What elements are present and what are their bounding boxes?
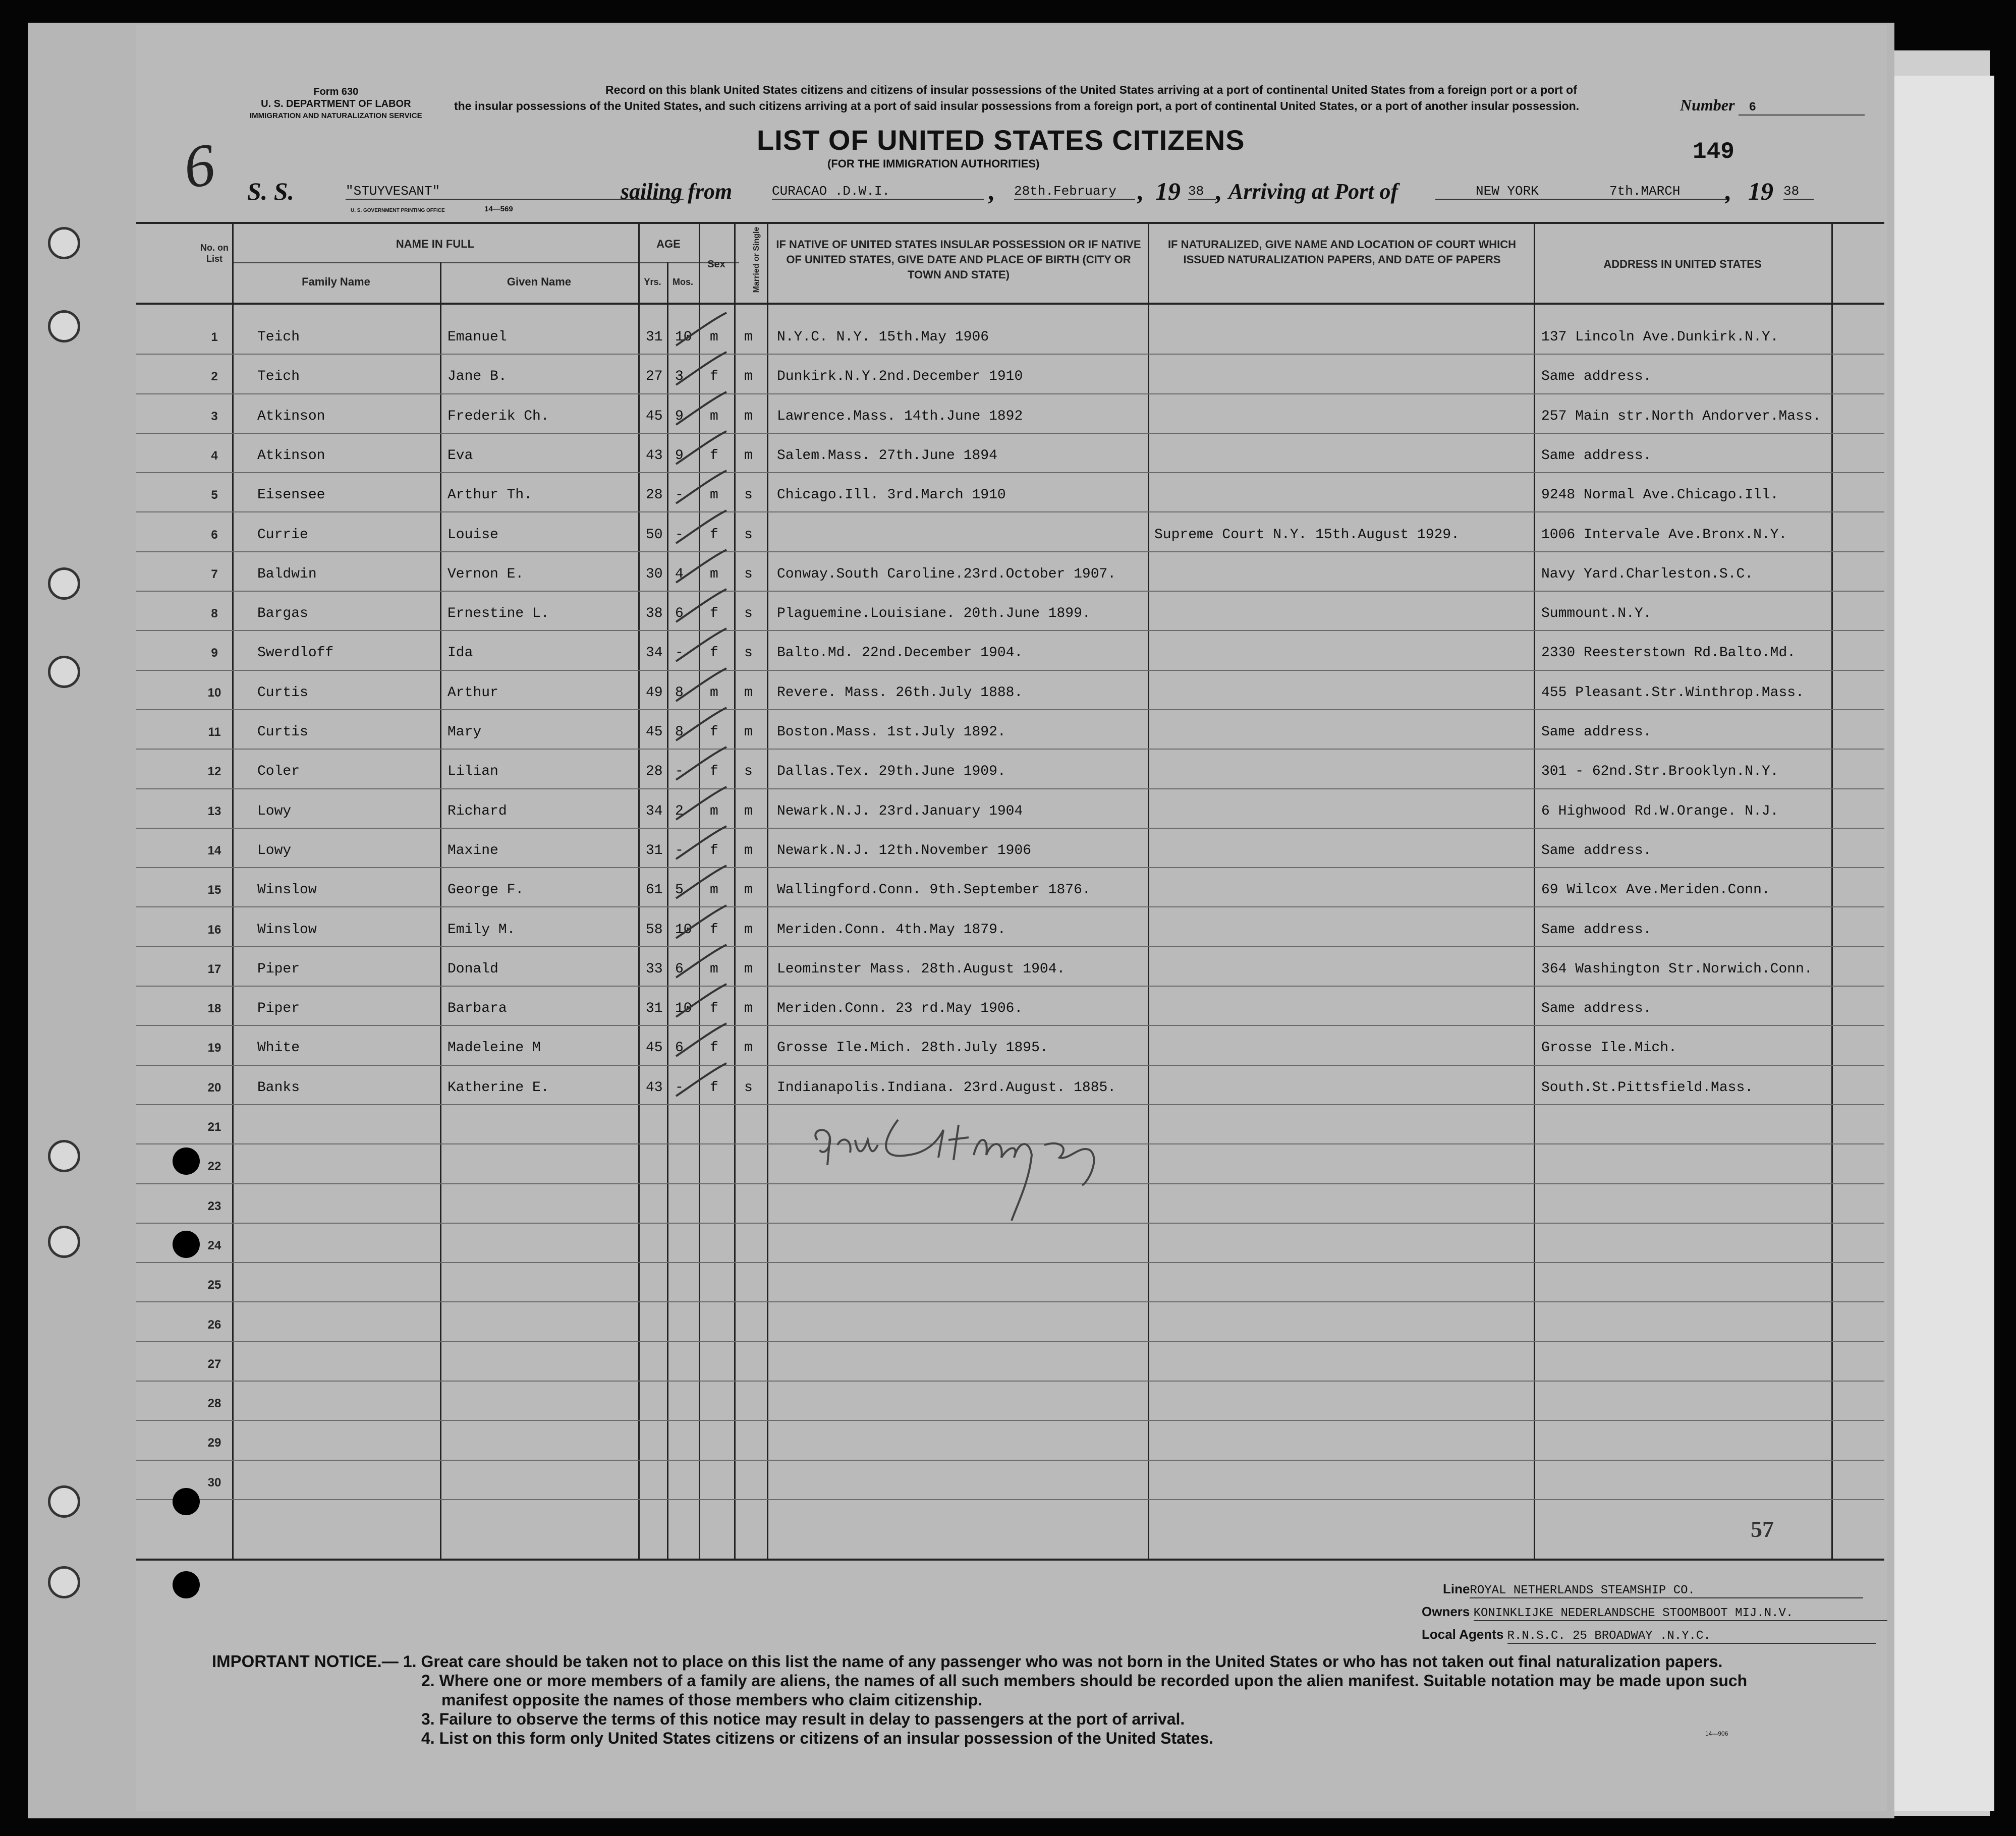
given-name: Arthur Th. <box>447 487 533 503</box>
age-years: 61 <box>646 882 663 898</box>
sex: m <box>710 961 718 977</box>
row-number: 24 <box>207 1238 221 1252</box>
table-row <box>136 750 1811 789</box>
sex: m <box>710 487 718 503</box>
col-family-name: Family Name <box>302 275 370 288</box>
table-row <box>136 829 1811 868</box>
row-number: 22 <box>207 1160 221 1174</box>
us-address: Summount.N.Y. <box>1541 606 1652 622</box>
page-subtitle: (FOR THE IMMIGRATION AUTHORITIES) <box>827 157 1040 170</box>
us-address: 9248 Normal Ave.Chicago.Ill. <box>1541 487 1779 503</box>
age-months: - <box>675 1079 684 1096</box>
table-row <box>136 473 1811 512</box>
us-address: 257 Main str.North Andorver.Mass. <box>1541 408 1821 424</box>
row-number: 20 <box>207 1080 221 1095</box>
family-name: Currie <box>257 527 308 543</box>
given-name: Barbara <box>447 1001 507 1017</box>
notice-heading: IMPORTANT NOTICE.— <box>212 1652 399 1671</box>
given-name: Arthur <box>447 684 498 701</box>
marital-status: m <box>744 1040 753 1056</box>
us-address: 137 Lincoln Ave.Dunkirk.N.Y. <box>1541 329 1779 345</box>
given-name: Ida <box>447 645 473 661</box>
age-months: 8 <box>675 724 684 740</box>
given-name: Mary <box>447 724 482 740</box>
marital-status: s <box>744 645 753 661</box>
voyage-line: S. S. "STUYVESANT" sailing from CURACAO .D.W.I. , 28th.February , 19 38 , Arriving at Port of NEW YORK 7th.MARCH , 19 38 U. S. GOVERNMENT PRINTING OFFICE 14—569 <box>247 177 1877 217</box>
age-years: 45 <box>646 408 663 424</box>
family-name: Banks <box>257 1079 300 1096</box>
birth-info: Conway.South Caroline.23rd.October 1907. <box>777 566 1116 582</box>
page-number: 57 <box>1751 1516 1774 1542</box>
notice-item-3: 3. Failure to observe the terms of this notice may result in delay to passengers at the port of arrival. <box>421 1710 1185 1728</box>
sex: m <box>710 566 718 582</box>
age-months: 6 <box>675 961 684 977</box>
punched-hole <box>173 1148 200 1175</box>
family-name: Curtis <box>257 684 308 701</box>
family-name: Curtis <box>257 724 308 740</box>
family-name: Piper <box>257 1001 300 1017</box>
given-name: Ernestine L. <box>447 606 549 622</box>
binder-hole <box>48 1566 80 1598</box>
family-name: Piper <box>257 961 300 977</box>
us-address: Navy Yard.Charleston.S.C. <box>1541 566 1754 582</box>
age-months: 10 <box>675 1001 692 1017</box>
margin-mark: 6 <box>179 130 219 201</box>
row-number: 21 <box>207 1120 221 1134</box>
row-number: 2 <box>211 370 218 384</box>
row-number: 13 <box>207 804 221 818</box>
sex: f <box>710 842 718 858</box>
family-name: Lowy <box>257 803 292 819</box>
row-number: 7 <box>211 567 218 581</box>
birth-info: Indianapolis.Indiana. 23rd.August. 1885. <box>777 1079 1116 1096</box>
family-name: Lowy <box>257 842 292 858</box>
sex: m <box>710 329 718 345</box>
sex: m <box>710 408 718 424</box>
age-months: 5 <box>675 882 684 898</box>
col-sex: Sex <box>707 259 725 270</box>
given-name: Louise <box>447 527 498 543</box>
footer-code: 14—906 <box>1705 1730 1728 1737</box>
birth-info: Chicago.Ill. 3rd.March 1910 <box>777 487 1006 503</box>
marital-status: m <box>744 447 753 464</box>
given-name: Donald <box>447 961 498 977</box>
age-months: 2 <box>675 803 684 819</box>
table-row <box>136 868 1811 907</box>
us-address: Same address. <box>1541 369 1652 385</box>
birth-info: Plaguemine.Louisiane. 20th.June 1899. <box>777 606 1091 622</box>
table-row <box>136 1263 1811 1302</box>
us-address: Grosse Ile.Mich. <box>1541 1040 1677 1056</box>
family-name: Atkinson <box>257 447 325 464</box>
table-row <box>136 671 1811 710</box>
marital-status: s <box>744 487 753 503</box>
age-months: - <box>675 842 684 858</box>
marital-status: s <box>744 764 753 780</box>
given-name: Richard <box>447 803 507 819</box>
sex: f <box>710 606 718 622</box>
binder-hole <box>48 310 80 342</box>
age-years: 49 <box>646 684 663 701</box>
marital-status: m <box>744 842 753 858</box>
owners-field: Owners KONINKLIJKE NEDERLANDSCHE STOOMBOOT MIJ.N.V. <box>1422 1604 1887 1621</box>
birth-info: Grosse Ile.Mich. 28th.July 1895. <box>777 1040 1048 1056</box>
age-months: 9 <box>675 447 684 464</box>
line-field: LineROYAL NETHERLANDS STEAMSHIP CO. <box>1443 1581 1863 1598</box>
age-years: 45 <box>646 1040 663 1056</box>
age-months: 10 <box>675 329 692 345</box>
birth-info: N.Y.C. N.Y. 15th.May 1906 <box>777 329 989 345</box>
row-number: 5 <box>211 488 218 502</box>
table-row <box>136 1382 1811 1421</box>
row-number: 18 <box>207 1002 221 1016</box>
age-months: 9 <box>675 408 684 424</box>
sex: f <box>710 645 718 661</box>
row-number: 8 <box>211 607 218 621</box>
age-months: 8 <box>675 684 684 701</box>
sex: f <box>710 1001 718 1017</box>
age-months: - <box>675 645 684 661</box>
age-months: 10 <box>675 922 692 938</box>
marital-status: m <box>744 408 753 424</box>
birth-info: Leominster Mass. 28th.August 1904. <box>777 961 1066 977</box>
age-months: - <box>675 764 684 780</box>
given-name: Katherine E. <box>447 1079 549 1096</box>
age-years: 50 <box>646 527 663 543</box>
birth-info: Newark.N.J. 12th.November 1906 <box>777 842 1032 858</box>
us-address: 6 Highwood Rd.W.Orange. N.J. <box>1541 803 1779 819</box>
marital-status: m <box>744 922 753 938</box>
marital-status: m <box>744 1001 753 1017</box>
stamp-number: 149 <box>1693 139 1734 165</box>
given-name: Eva <box>447 447 473 464</box>
row-number: 3 <box>211 409 218 423</box>
binder-hole <box>48 227 80 259</box>
us-address: 455 Pleasant.Str.Winthrop.Mass. <box>1541 684 1804 701</box>
col-years: Yrs. <box>644 277 661 287</box>
age-years: 31 <box>646 329 663 345</box>
marital-status: m <box>744 882 753 898</box>
birth-info: Dunkirk.N.Y.2nd.December 1910 <box>777 369 1023 385</box>
sex: f <box>710 447 718 464</box>
naturalization-info: Supreme Court N.Y. 15th.August 1929. <box>1154 527 1460 543</box>
row-number: 26 <box>207 1317 221 1332</box>
age-years: 34 <box>646 645 663 661</box>
table-row <box>136 1026 1811 1065</box>
col-given-name: Given Name <box>507 275 572 288</box>
table-row <box>136 789 1811 829</box>
notice-item-1: 1. Great care should be taken not to place on this list the name of any passenger who was not born in the United States or who has not taken out final naturalization papers. <box>403 1652 1723 1671</box>
age-years: 31 <box>646 842 663 858</box>
age-years: 43 <box>646 447 663 464</box>
family-name: Swerdloff <box>257 645 334 661</box>
given-name: Maxine <box>447 842 498 858</box>
birth-info: Newark.N.J. 23rd.January 1904 <box>777 803 1023 819</box>
birth-info: Salem.Mass. 27th.June 1894 <box>777 447 997 464</box>
binder-hole <box>48 567 80 600</box>
given-name: Lilian <box>447 764 498 780</box>
table-row <box>136 552 1811 592</box>
table-row <box>136 1461 1811 1500</box>
table-row <box>136 592 1811 631</box>
row-number: 9 <box>211 646 218 660</box>
birth-info: Boston.Mass. 1st.July 1892. <box>777 724 1006 740</box>
us-address: Same address. <box>1541 842 1652 858</box>
family-name: Atkinson <box>257 408 325 424</box>
given-name: Frederik Ch. <box>447 408 549 424</box>
row-number: 12 <box>207 765 221 779</box>
punched-hole <box>173 1488 200 1515</box>
table-row <box>136 355 1811 394</box>
manifest-form <box>136 25 1887 1811</box>
marital-status: m <box>744 369 753 385</box>
us-address: 301 - 62nd.Str.Brooklyn.N.Y. <box>1541 764 1779 780</box>
age-years: 38 <box>646 606 663 622</box>
marital-status: s <box>744 1079 753 1096</box>
marital-status: m <box>744 724 753 740</box>
important-notice: IMPORTANT NOTICE.— 1. Great care should be taken not to place on this list the name of any passenger who was not born in the United States or who has not taken out final naturalization papers. 2. Where one or more members of a family are aliens, the names of all such members should be recorded upon the alien manifest. Suitable notation may be made upon such manifest opposite the names of those members who claim citizenship. 3. Failure to observe the terms of this notice may result in delay to passengers at the port of arrival. 4. List on this form only United States citizens or citizens of an insular possession of the United States. <box>212 1652 1887 1748</box>
given-name: Emanuel <box>447 329 507 345</box>
us-address: 69 Wilcox Ave.Meriden.Conn. <box>1541 882 1770 898</box>
age-years: 28 <box>646 487 663 503</box>
age-months: 6 <box>675 606 684 622</box>
marital-status: m <box>744 961 753 977</box>
table-row <box>136 1421 1811 1460</box>
us-address: South.St.Pittsfield.Mass. <box>1541 1079 1754 1096</box>
given-name: George F. <box>447 882 524 898</box>
birth-info: Meriden.Conn. 4th.May 1879. <box>777 922 1006 938</box>
sex: f <box>710 1079 718 1096</box>
table-row <box>136 1224 1811 1263</box>
birth-info: Dallas.Tex. 29th.June 1909. <box>777 764 1006 780</box>
col-married: Married or Single <box>752 226 761 293</box>
table-row <box>136 1066 1811 1105</box>
family-name: Coler <box>257 764 300 780</box>
row-number: 17 <box>207 962 221 976</box>
age-years: 27 <box>646 369 663 385</box>
col-naturalized: IF NATURALIZED, GIVE NAME AND LOCATION OF COURT WHICH ISSUED NATURALIZATION PAPERS, AND DATE OF PAPERS <box>1167 238 1517 266</box>
family-name: Winslow <box>257 922 317 938</box>
number-field: Number 6 <box>1680 96 1865 116</box>
table-row <box>136 394 1821 434</box>
sex: f <box>710 724 718 740</box>
family-name: Eisensee <box>257 487 325 503</box>
row-number: 15 <box>207 883 221 897</box>
table-row <box>136 1303 1811 1342</box>
age-months: - <box>675 487 684 503</box>
birth-info: Balto.Md. 22nd.December 1904. <box>777 645 1023 661</box>
sex: f <box>710 922 718 938</box>
birth-info: Meriden.Conn. 23 rd.May 1906. <box>777 1001 1023 1017</box>
punched-hole <box>173 1231 200 1258</box>
marital-status: m <box>744 684 753 701</box>
us-address: Same address. <box>1541 447 1652 464</box>
row-number: 25 <box>207 1278 221 1292</box>
family-name: White <box>257 1040 300 1056</box>
marital-status: m <box>744 803 753 819</box>
row-number: 10 <box>207 685 221 700</box>
sex: f <box>710 1040 718 1056</box>
table-row <box>136 1342 1811 1382</box>
marital-status: s <box>744 566 753 582</box>
age-months: - <box>675 527 684 543</box>
age-years: 30 <box>646 566 663 582</box>
row-number: 14 <box>207 843 221 857</box>
birth-info: Wallingford.Conn. 9th.September 1876. <box>777 882 1091 898</box>
table-row <box>136 947 1811 987</box>
age-months: 4 <box>675 566 684 582</box>
instructions: Record on this blank United States citizens and citizens of insular possessions of the United States arriving at a port of continental United States from a foreign port or a port of the insular possessions of the United States, and such citizens arriving at a port of said insular possessions from a foreign port, a port of continental United States, or a port of another insular possession. <box>454 83 1580 112</box>
table-row <box>136 710 1811 750</box>
given-name: Emily M. <box>447 922 516 938</box>
col-name-in-full: NAME IN FULL <box>396 238 475 250</box>
table-row <box>136 434 1811 473</box>
notice-item-4: 4. List on this form only United States citizens or citizens of an insular possession of the United States. <box>421 1729 1214 1747</box>
age-years: 45 <box>646 724 663 740</box>
notice-item-2: 2. Where one or more members of a family are aliens, the names of all such members should be recorded upon the alien manifest. Suitable notation may be made upon such <box>421 1672 1748 1690</box>
birth-info: Revere. Mass. 26th.July 1888. <box>777 684 1023 701</box>
row-number: 11 <box>208 725 221 739</box>
family-name: Teich <box>257 369 300 385</box>
row-number: 1 <box>211 330 218 344</box>
agents-field: Local Agents R.N.S.C. 25 BROADWAY .N.Y.C. <box>1422 1627 1876 1644</box>
age-years: 31 <box>646 1001 663 1017</box>
table-row <box>136 315 1811 355</box>
row-number: 28 <box>207 1397 221 1411</box>
age-years: 34 <box>646 803 663 819</box>
page-title: LIST OF UNITED STATES CITIZENS <box>757 124 1245 156</box>
col-age: AGE <box>656 238 681 250</box>
row-number: 27 <box>207 1357 221 1371</box>
family-name: Baldwin <box>257 566 317 582</box>
binder-hole <box>48 1140 80 1172</box>
us-address: Same address. <box>1541 1001 1652 1017</box>
verification-check-mark <box>671 1061 732 1111</box>
binder-hole <box>48 1485 80 1518</box>
row-number: 4 <box>211 448 218 463</box>
age-months: 6 <box>675 1040 684 1056</box>
table-row <box>136 987 1811 1026</box>
age-years: 43 <box>646 1079 663 1096</box>
given-name: Jane B. <box>447 369 507 385</box>
row-number: 19 <box>207 1041 221 1055</box>
age-months: 3 <box>675 369 684 385</box>
marital-status: m <box>744 329 753 345</box>
table-row <box>136 513 1811 552</box>
given-name: Vernon E. <box>447 566 524 582</box>
col-birth: IF NATIVE OF UNITED STATES INSULAR POSSESSION OR IF NATIVE OF UNITED STATES, GIVE DATE AND PLACE OF BIRTH (CITY OR TOWN AND STATE) <box>776 238 1141 281</box>
col-months: Mos. <box>672 277 693 287</box>
binder-hole <box>48 1226 80 1258</box>
table-row <box>136 908 1811 947</box>
family-name: Teich <box>257 329 300 345</box>
age-years: 33 <box>646 961 663 977</box>
row-number: 23 <box>207 1199 221 1213</box>
birth-info: Lawrence.Mass. 14th.June 1892 <box>777 408 1023 424</box>
family-name: Winslow <box>257 882 317 898</box>
row-number: 16 <box>207 923 221 937</box>
sex: f <box>710 369 718 385</box>
table-row <box>136 631 1811 670</box>
row-number: 29 <box>207 1436 221 1450</box>
us-address: Same address. <box>1541 724 1652 740</box>
sex: f <box>710 764 718 780</box>
sex: m <box>710 882 718 898</box>
form-identifier: Form 630 U. S. DEPARTMENT OF LABOR IMMIGRATION AND NATURALIZATION SERVICE <box>250 86 422 120</box>
given-name: Madeleine M <box>447 1040 541 1056</box>
col-address: ADDRESS IN UNITED STATES <box>1603 258 1762 270</box>
marital-status: s <box>744 606 753 622</box>
sex: m <box>710 684 718 701</box>
us-address: 1006 Intervale Ave.Bronx.N.Y. <box>1541 527 1787 543</box>
row-number: 6 <box>211 528 218 542</box>
us-address: Same address. <box>1541 922 1652 938</box>
col-no: No. on List <box>200 243 229 264</box>
handwritten-inspector-signature <box>807 1110 1110 1226</box>
sex: f <box>710 527 718 543</box>
punched-hole <box>173 1571 200 1598</box>
binder-hole <box>48 656 80 688</box>
family-name: Bargas <box>257 606 308 622</box>
age-years: 28 <box>646 764 663 780</box>
age-years: 58 <box>646 922 663 938</box>
row-number: 30 <box>207 1475 221 1489</box>
sex: m <box>710 803 718 819</box>
marital-status: s <box>744 527 753 543</box>
us-address: 364 Washington Str.Norwich.Conn. <box>1541 961 1813 977</box>
us-address: 2330 Reesterstown Rd.Balto.Md. <box>1541 645 1796 661</box>
